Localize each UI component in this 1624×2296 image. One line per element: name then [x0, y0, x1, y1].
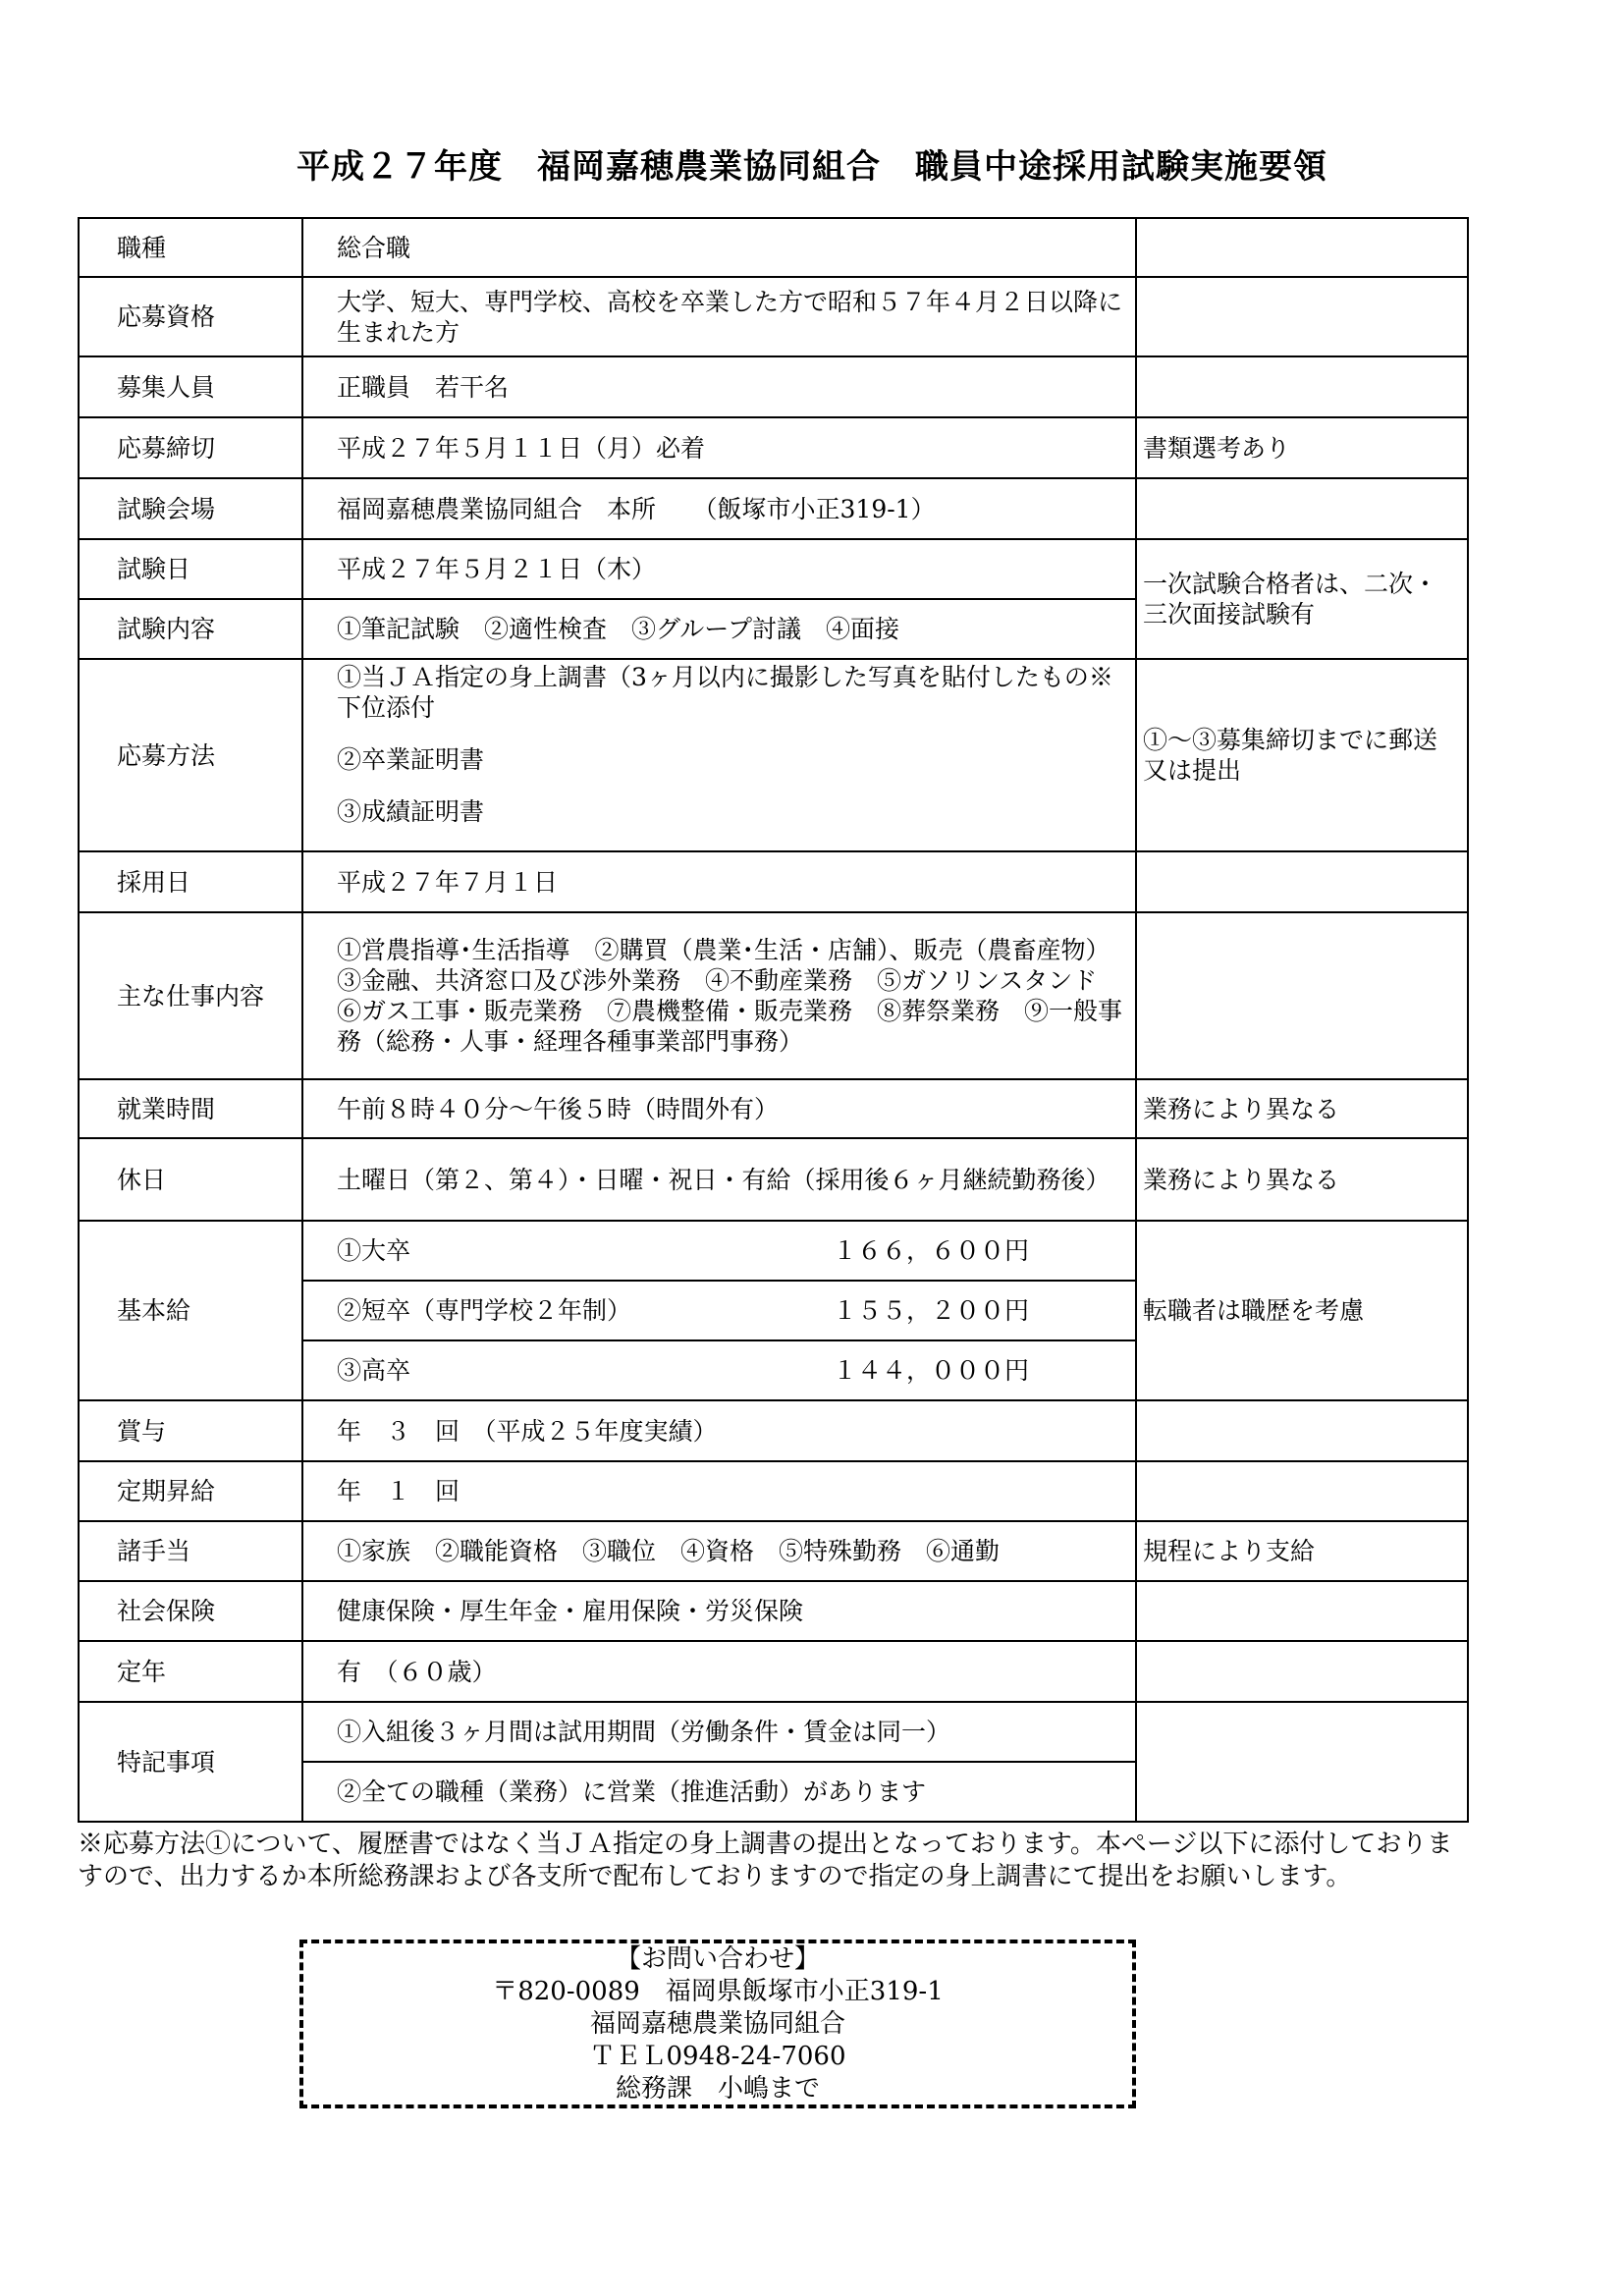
row-label: 諸手当: [79, 1521, 302, 1581]
contact-box: [299, 1940, 1136, 2108]
row-label: 就業時間: [79, 1079, 302, 1138]
row-note: [1136, 912, 1468, 1079]
row-label: 応募方法: [79, 659, 302, 851]
row-note: [1136, 218, 1468, 277]
recruitment-table: [78, 217, 1469, 1823]
row-label: 応募資格: [79, 277, 302, 356]
row-content: 平成２７年５月２１日（木）: [302, 539, 1136, 599]
row-label: 定期昇給: [79, 1461, 302, 1521]
salary-amount: １６６，６００円: [832, 1236, 1029, 1265]
row-label: 職種: [79, 218, 302, 277]
list-item: ③成績証明書: [337, 797, 485, 826]
row-shikaku: [79, 277, 1468, 356]
contact-dept: 総務課 小嶋まで: [615, 2074, 820, 2104]
row-kaijo: [79, 478, 1468, 539]
row-label: 募集人員: [79, 356, 302, 417]
row-label: 試験会場: [79, 478, 302, 539]
row-note: [1136, 1641, 1468, 1702]
salary-name: ②短卒（専門学校２年制）: [337, 1296, 632, 1325]
row-label: 試験日: [79, 539, 302, 599]
row-hoken: [79, 1581, 1468, 1641]
row-note: ①～③募集締切までに郵送又は提出: [1136, 659, 1468, 851]
row-shigoto: [79, 912, 1468, 1079]
row-label: 基本給: [79, 1221, 302, 1400]
contact-tel: ＴＥＬ0948-24-7060: [589, 2042, 846, 2071]
row-note: [1136, 1702, 1468, 1822]
row-label: 特記事項: [79, 1702, 302, 1822]
row-label: 採用日: [79, 851, 302, 912]
row-content: ①家族 ②職能資格 ③職位 ④資格 ⑤特殊勤務 ⑥通勤: [302, 1521, 1136, 1581]
row-shoyo: [79, 1400, 1468, 1461]
row-content: 正職員 若干名: [302, 356, 1136, 417]
salary-name: ①大卒: [337, 1236, 411, 1265]
list-item: ②卒業証明書: [337, 745, 485, 774]
row-note: [1136, 277, 1468, 356]
page-title: 平成２７年度 福岡嘉穂農業協同組合 職員中途採用試験実施要領: [297, 147, 1327, 187]
row-note: [1136, 478, 1468, 539]
row-shimekiri: [79, 417, 1468, 478]
list-item: ①入組後３ヶ月間は試用期間（労働条件・賃金は同一）: [302, 1702, 1136, 1762]
row-content: ①筆記試験 ②適性検査 ③グループ討議 ④面接: [302, 599, 1136, 659]
row-content: 平成２７年７月１日: [302, 851, 1136, 912]
list-item: ①当ＪＡ指定の身上調書（3ヶ月以内に撮影した写真を貼付したもの※下位添付: [337, 663, 1113, 722]
contact-org: 福岡嘉穂農業協同組合: [589, 2009, 845, 2039]
row-note: 書類選考あり: [1136, 417, 1468, 478]
row-saiyobi: [79, 851, 1468, 912]
row-label: 社会保険: [79, 1581, 302, 1641]
list-item: ②全ての職種（業務）に営業（推進活動）があります: [302, 1762, 1136, 1822]
salary-item: [302, 1221, 1136, 1281]
row-content: 年 ３ 回 （平成２５年度実績）: [302, 1400, 1136, 1461]
salary-name: ③高卒: [337, 1356, 411, 1385]
salary-amount: １４４，０００円: [832, 1356, 1029, 1385]
row-shokyu: [79, 1461, 1468, 1521]
row-tokki-1: [79, 1702, 1468, 1762]
salary-amount: １５５，２００円: [832, 1296, 1029, 1325]
salary-item: [302, 1340, 1136, 1400]
row-label: 定年: [79, 1641, 302, 1702]
row-note: 規程により支給: [1136, 1521, 1468, 1581]
row-content: 大学、短大、専門学校、高校を卒業した方で昭和５７年４月２日以降に生まれた方: [302, 277, 1136, 356]
row-note: [1136, 1581, 1468, 1641]
row-note: 業務により異なる: [1136, 1079, 1468, 1138]
row-content: 有 （６０歳）: [302, 1641, 1136, 1702]
row-label: 休日: [79, 1138, 302, 1221]
row-content: 福岡嘉穂農業協同組合 本所 （飯塚市小正319-1）: [302, 478, 1136, 539]
footnote: ※応募方法①について、履歴書ではなく当ＪＡ指定の身上調書の提出となっております。本ページ以下に添付しておりますので、出力するか本所総務課および各支所で配布しておりますので指定の身上調書にて提出をお願いします。: [78, 1830, 1453, 1891]
row-teinen: [79, 1641, 1468, 1702]
row-note: [1136, 1400, 1468, 1461]
salary-item: [302, 1281, 1136, 1340]
row-note: [1136, 356, 1468, 417]
row-label: 応募締切: [79, 417, 302, 478]
row-teate: [79, 1521, 1468, 1581]
row-ninzu: [79, 356, 1468, 417]
row-label: 試験内容: [79, 599, 302, 659]
row-content: 午前８時４０分～午後５時（時間外有）: [302, 1079, 1136, 1138]
row-content: 平成２７年５月１１日（月）必着: [302, 417, 1136, 478]
row-shikenbi: [79, 539, 1468, 599]
contact-heading: 【お問い合わせ】: [615, 1944, 820, 1974]
row-note: 業務により異なる: [1136, 1138, 1468, 1221]
row-jikan: [79, 1079, 1468, 1138]
contact-address: 〒820-0089 福岡県飯塚市小正319-1: [492, 1977, 944, 2006]
row-shokushu: [79, 218, 1468, 277]
row-hoho: [79, 659, 1468, 851]
row-kyujitsu: [79, 1138, 1468, 1221]
row-note: [1136, 1461, 1468, 1521]
row-kihonkyu-1: [79, 1221, 1468, 1281]
row-note: [1136, 851, 1468, 912]
row-label: 主な仕事内容: [79, 912, 302, 1079]
row-content: ①営農指導･生活指導 ②購買（農業･生活・店舗）、販売（農畜産物） ③金融、共済窓口及び渉外業務 ④不動産業務 ⑤ガソリンスタンド ⑥ガス工事・販売業務 ⑦農機整備・販売業務 ⑧葬祭業務 ⑨一般事務（総務・人事・経理各種事業部門事務）: [302, 912, 1136, 1079]
row-note: 一次試験合格者は、二次・三次面接試験有: [1136, 539, 1468, 659]
row-content: 総合職: [302, 218, 1136, 277]
row-content: 健康保険・厚生年金・雇用保険・労災保険: [302, 1581, 1136, 1641]
row-content: [302, 659, 1136, 851]
row-note: 転職者は職歴を考慮: [1136, 1221, 1468, 1400]
row-label: 賞与: [79, 1400, 302, 1461]
row-content: 年 １ 回: [302, 1461, 1136, 1521]
row-content: 土曜日（第２、第４）・日曜・祝日・有給（採用後６ヶ月継続勤務後）: [302, 1138, 1136, 1221]
